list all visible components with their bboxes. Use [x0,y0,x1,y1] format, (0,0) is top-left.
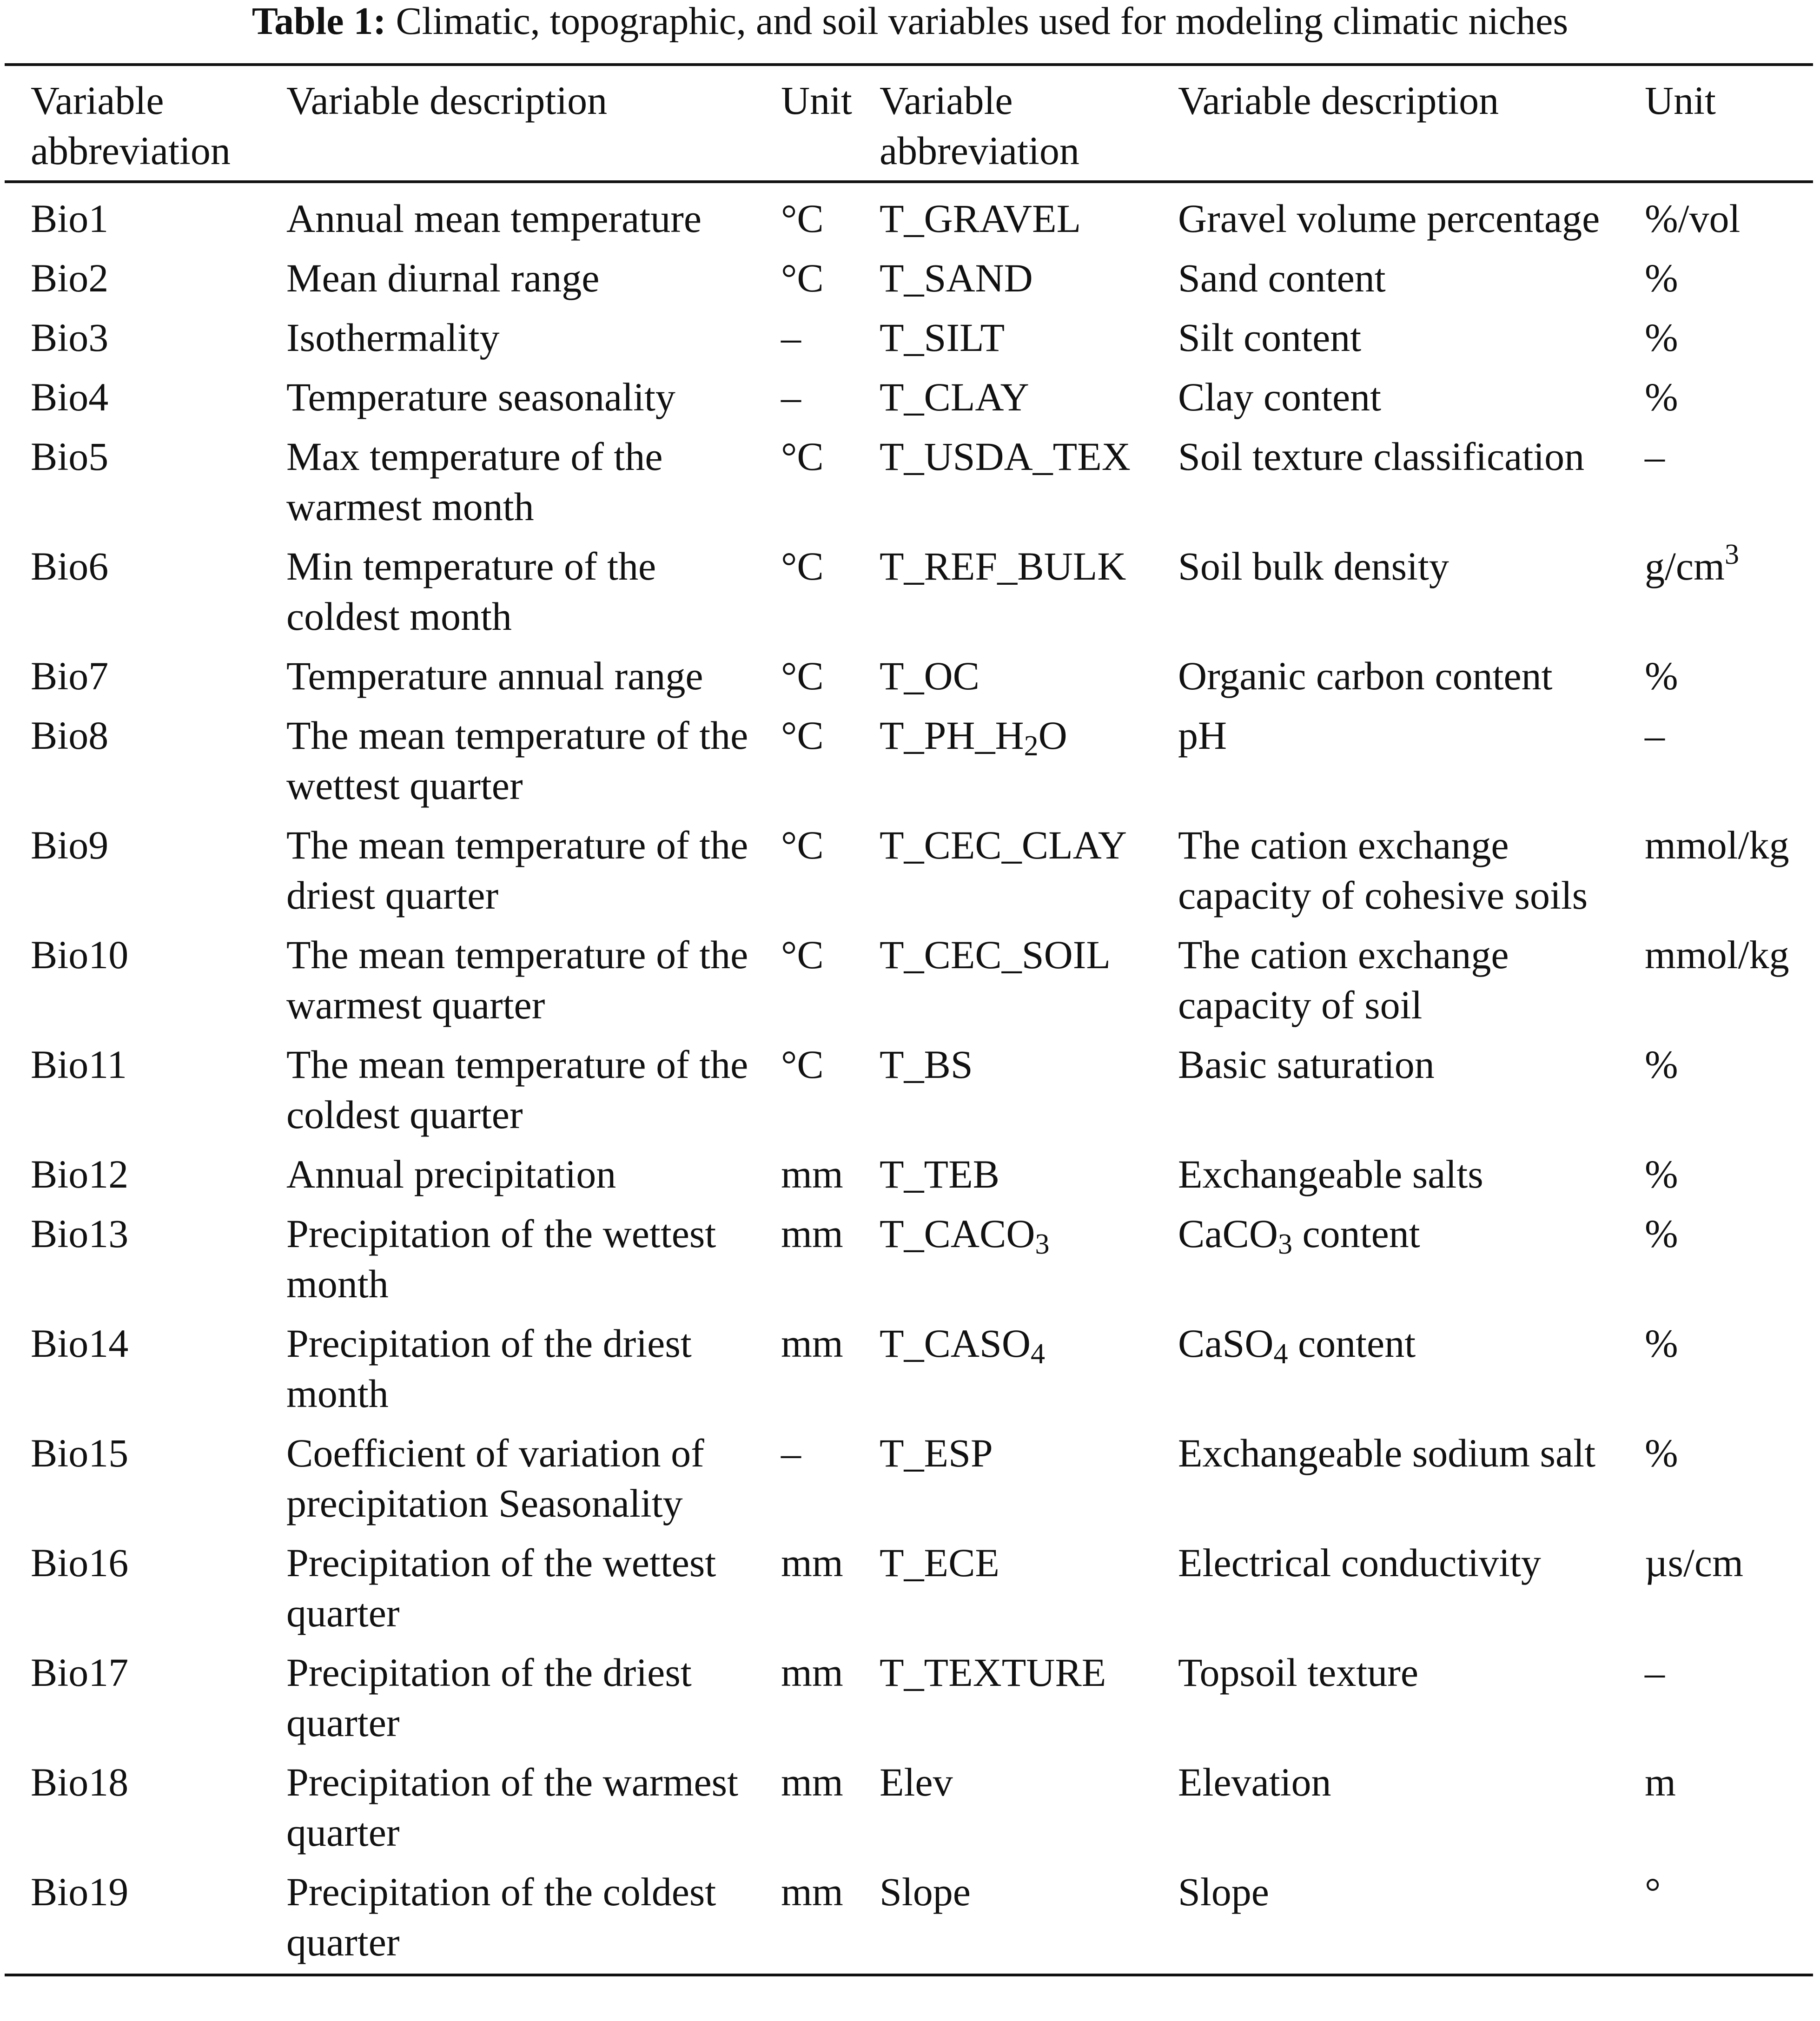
cell-abbreviation: Bio16 [31,1540,129,1585]
cell-unit: – [1645,1650,1665,1695]
text-part: g/cm [1645,544,1725,588]
cell-description: Precipitation of the wettest month [286,1211,716,1306]
cell-unit: °C [781,823,824,867]
cell-abbreviation: Bio17 [31,1650,129,1695]
cell-unit: °C [781,196,824,241]
cell-description: Sand content [1178,256,1386,300]
cell-unit: % [1645,256,1678,300]
cell-unit: µs/cm [1645,1540,1743,1585]
cell-abbreviation: T_TEB [880,1152,999,1196]
cell-unit: mmol/kg [1645,823,1789,867]
cell-abbreviation: T_SAND [880,256,1033,300]
table-caption-label: Table 1: [251,0,386,43]
cell-description: Precipitation of the wettest quarter [286,1540,716,1635]
cell-description: Gravel volume percentage [1178,196,1600,241]
superscript: 3 [1724,539,1739,570]
cell-abbreviation: Bio9 [31,823,109,867]
cell-unit: °C [781,932,824,977]
table-row [5,535,1813,644]
column-header: Unit [781,78,852,123]
cell-description: Electrical conductivity [1178,1540,1541,1585]
cell-description: Organic carbon content [1178,654,1553,698]
cell-description: Topsoil texture [1178,1650,1419,1695]
cell-description: Elevation [1178,1760,1331,1804]
cell-abbreviation: Bio10 [31,932,129,977]
cell-unit: °C [781,544,824,588]
text-part: T_PH_H [880,713,1024,758]
cell-description: Soil bulk density [1178,544,1449,588]
text-part: content [1288,1321,1416,1366]
cell-description: The cation exchange capacity of cohesive soils [1178,823,1588,918]
cell-unit: – [1645,713,1665,758]
table-row [5,1143,1813,1202]
cell-abbreviation: Slope [880,1869,971,1914]
table-row [5,182,1813,246]
subscript: 3 [1035,1228,1050,1260]
column-header: Variable abbreviation [31,78,231,173]
table-container [5,63,1813,1976]
cell-unit: mm [781,1540,843,1585]
cell-description: Silt content [1178,315,1362,360]
text-part: T_CACO [880,1211,1035,1256]
cell-description: Exchangeable salts [1178,1152,1483,1196]
cell-description: Slope [1178,1869,1269,1914]
variables-table [5,63,1813,1976]
cell-description: The mean temperature of the coldest quarter [286,1042,748,1137]
cell-description [1162,1202,1629,1312]
table-row [5,1033,1813,1143]
cell-description: The mean temperature of the driest quarter [286,823,748,918]
cell-description: Soil texture classification [1178,434,1585,479]
cell-abbreviation: Bio4 [31,375,109,419]
cell-abbreviation: T_REF_BULK [880,544,1126,588]
cell-abbreviation: T_ECE [880,1540,999,1585]
cell-unit: % [1645,1211,1678,1256]
table-row [5,1202,1813,1312]
table-row [5,644,1813,704]
cell-description: Annual mean temperature [286,196,702,241]
cell-description: Min temperature of the coldest month [286,544,656,639]
column-header: Variable description [1178,78,1499,123]
cell-description [1162,1312,1629,1421]
table-row [5,923,1813,1033]
cell-unit: % [1645,1431,1678,1475]
cell-abbreviation [870,1202,1162,1312]
cell-abbreviation: Bio13 [31,1211,129,1256]
cell-abbreviation: T_CEC_SOIL [880,932,1111,977]
cell-description: The mean temperature of the warmest quarter [286,932,748,1027]
subscript: 4 [1030,1338,1045,1370]
subscript: 4 [1273,1338,1288,1370]
table-row [5,246,1813,306]
cell-unit: mm [781,1650,843,1695]
column-header: Variable abbreviation [880,78,1079,173]
table-row [5,425,1813,535]
table-row [5,1531,1813,1641]
cell-abbreviation: Bio2 [31,256,109,300]
table-header-row [5,65,1813,182]
column-header: Variable description [286,78,608,123]
column-header: Unit [1645,78,1716,123]
cell-unit: % [1645,1321,1678,1366]
cell-unit: %/vol [1645,196,1741,241]
text-part: O [1038,713,1067,758]
cell-description: Annual precipitation [286,1152,616,1196]
cell-abbreviation: Bio1 [31,196,109,241]
cell-abbreviation [870,1312,1162,1421]
cell-unit: % [1645,1042,1678,1087]
cell-abbreviation: Bio19 [31,1869,129,1914]
table-caption [0,0,1820,41]
cell-abbreviation: T_SILT [880,315,1005,360]
cell-unit: – [781,1431,801,1475]
cell-unit [1629,535,1813,644]
cell-unit: – [781,375,801,419]
cell-description: pH [1178,713,1227,758]
cell-unit: °C [781,1042,824,1087]
cell-abbreviation [870,704,1162,813]
cell-unit: mm [781,1152,843,1196]
cell-unit: – [781,315,801,360]
cell-abbreviation: T_CLAY [880,375,1029,419]
cell-unit: % [1645,315,1678,360]
cell-unit: °C [781,434,824,479]
cell-abbreviation: Bio11 [31,1042,127,1087]
cell-abbreviation: Bio3 [31,315,109,360]
cell-abbreviation: T_ESP [880,1431,993,1475]
cell-abbreviation: T_CEC_CLAY [880,823,1127,867]
cell-abbreviation: Bio12 [31,1152,129,1196]
cell-unit: % [1645,654,1678,698]
cell-unit: mm [781,1321,843,1366]
cell-description: Temperature seasonality [286,375,675,419]
cell-description: Precipitation of the driest quarter [286,1650,692,1745]
cell-description: Basic saturation [1178,1042,1435,1087]
cell-abbreviation: T_GRAVEL [880,196,1081,241]
cell-abbreviation: T_TEXTURE [880,1650,1106,1695]
text-part: CaSO [1178,1321,1274,1366]
cell-unit: mm [781,1211,843,1256]
table-row [5,704,1813,813]
cell-description: Precipitation of the warmest quarter [286,1760,738,1855]
cell-unit: mm [781,1869,843,1914]
table-row [5,1641,1813,1750]
cell-abbreviation: Bio15 [31,1431,129,1475]
table-row [5,306,1813,365]
cell-abbreviation: T_BS [880,1042,973,1087]
cell-description: Clay content [1178,375,1382,419]
cell-unit: mmol/kg [1645,932,1789,977]
cell-unit: °C [781,256,824,300]
cell-unit: % [1645,1152,1678,1196]
cell-description: The cation exchange capacity of soil [1178,932,1509,1027]
cell-abbreviation: Bio14 [31,1321,129,1366]
subscript: 2 [1024,730,1039,762]
cell-abbreviation: Bio6 [31,544,109,588]
cell-abbreviation: Elev [880,1760,953,1804]
cell-description: Mean diurnal range [286,256,600,300]
text-part: content [1292,1211,1420,1256]
table-row [5,1750,1813,1860]
text-part: T_CASO [880,1321,1031,1366]
cell-unit: mm [781,1760,843,1804]
cell-abbreviation: Bio8 [31,713,109,758]
cell-unit: – [1645,434,1665,479]
table-row [5,365,1813,425]
cell-unit: °C [781,654,824,698]
cell-unit: ° [1645,1869,1661,1914]
table-row [5,813,1813,923]
cell-description: Precipitation of the coldest quarter [286,1869,716,1964]
table-caption-text: Climatic, topographic, and soil variables used for modeling climatic niches [396,0,1569,43]
cell-description: Coefficient of variation of precipitation Seasonality [286,1431,704,1526]
table-row [5,1312,1813,1421]
table-row [5,1421,1813,1531]
cell-abbreviation: Bio18 [31,1760,129,1804]
cell-description: Exchangeable sodium salt [1178,1431,1595,1475]
cell-unit: m [1645,1760,1676,1804]
text-part: CaCO [1178,1211,1278,1256]
cell-description: Precipitation of the driest month [286,1321,692,1416]
cell-description: Max temperature of the warmest month [286,434,663,529]
table-body [5,182,1813,1975]
subscript: 3 [1278,1228,1292,1260]
cell-abbreviation: T_USDA_TEX [880,434,1131,479]
cell-description: Isothermality [286,315,500,360]
cell-description: Temperature annual range [286,654,703,698]
cell-description: The mean temperature of the wettest quarter [286,713,748,808]
cell-abbreviation: Bio7 [31,654,109,698]
cell-unit: °C [781,713,824,758]
cell-abbreviation: Bio5 [31,434,109,479]
table-row [5,1860,1813,1975]
cell-abbreviation: T_OC [880,654,979,698]
cell-unit: % [1645,375,1678,419]
